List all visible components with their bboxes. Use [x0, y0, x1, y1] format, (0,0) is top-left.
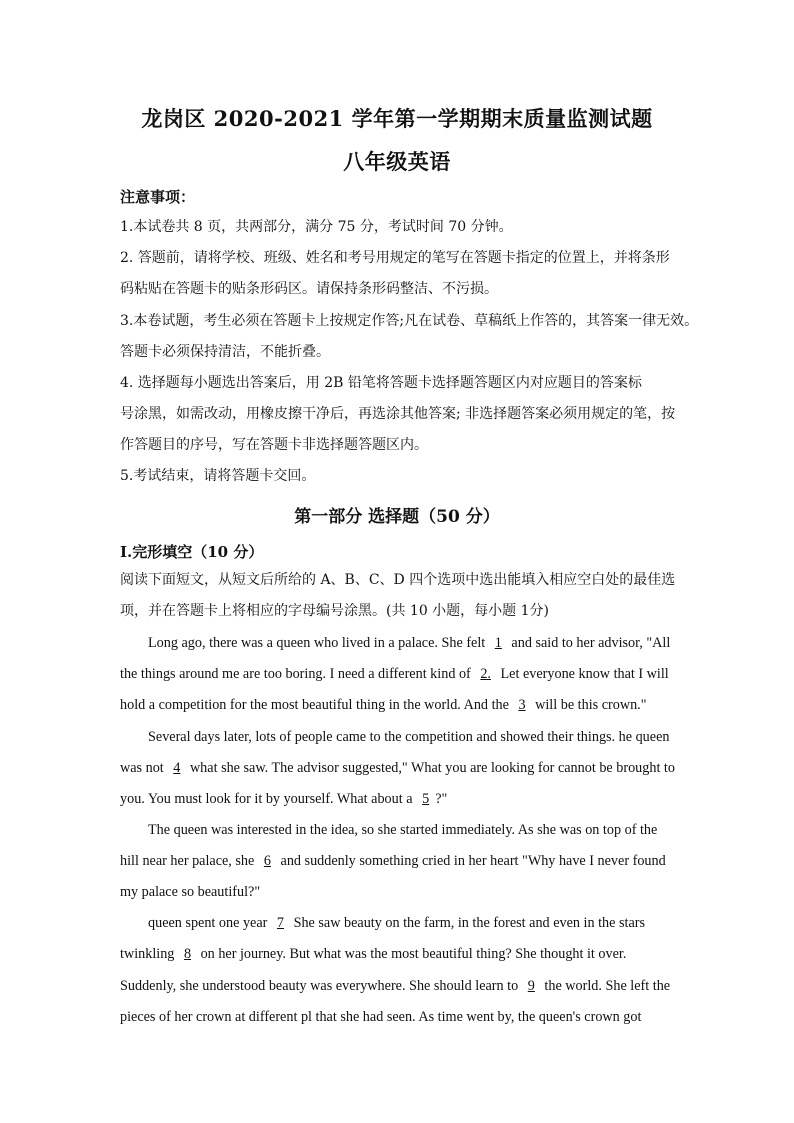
passage-text: the things around me are too boring. I need a different kind of: [120, 666, 475, 682]
passage-line: [120, 882, 676, 902]
notice-line: 答题卡必须保持清洁，不能折叠。: [120, 344, 330, 360]
passage-text: hill near her palace, she: [120, 853, 258, 869]
cloze-blank: 7: [276, 915, 285, 931]
passage-line: [120, 758, 676, 778]
section-heading: I.完形填空（10 分）: [120, 543, 264, 561]
passage-text: will be this crown.": [531, 697, 647, 713]
page-subtitle: 八年级英语: [343, 149, 451, 174]
cloze-blank: 6: [263, 853, 271, 869]
passage-text: Several days later, lots of people came to the competition and showed their things. he queen: [148, 729, 670, 745]
notice-line: 号涂黑，如需改动，用橡皮擦干净后，再选涂其他答案; 非选择题答案必须用规定的笔，按: [120, 406, 676, 422]
passage-line: [148, 820, 676, 840]
passage-line: [148, 913, 676, 933]
notice-line: 1.本试卷共 8 页，共两部分，满分 75 分，考试时间 70 分钟。: [120, 219, 513, 235]
notice-line: 5.考试结束，请将答题卡交回。: [120, 468, 316, 484]
cloze-blank: 3: [518, 697, 526, 713]
cloze-blank: 2.: [480, 666, 491, 682]
passage-line: [120, 976, 676, 996]
passage-line: [148, 727, 676, 747]
notice-line: 作答题目的序号，写在答题卡非选择题答题区内。: [120, 437, 428, 453]
cloze-blank: 9: [527, 978, 535, 994]
passage-text: twinkling: [120, 946, 178, 962]
passage-line: [120, 789, 676, 809]
passage-text: Suddenly, she understood beauty was everywhere. She should learn to: [120, 978, 522, 994]
passage-text: queen spent one year: [148, 915, 271, 931]
notice-line: 码粘贴在答题卡的贴条形码区。请保持条形码整洁、不污损。: [120, 281, 498, 297]
passage-line: [120, 664, 676, 684]
passage-text: hold a competition for the most beautiful thing in the world. And the: [120, 697, 513, 713]
notice-line: 4. 选择题每小题选出答案后，用 2B 铅笔将答题卡选择题答题区内对应题目的答案标: [120, 375, 642, 391]
cloze-blank: 8: [183, 946, 192, 962]
passage-line: [148, 633, 676, 653]
passage-text: was not: [120, 760, 168, 776]
notice-line: 2. 答题前，请将学校、班级、姓名和考号用规定的笔写在答题卡指定的位置上，并将条形: [120, 250, 670, 266]
passage-text: the world. She left the: [540, 978, 671, 994]
passage-line: [120, 695, 676, 715]
passage-text: Let everyone know that I will: [496, 666, 669, 682]
passage-text: She saw beauty on the farm, in the forest and even in the stars: [290, 915, 645, 931]
passage-text: and suddenly something cried in her heart "Why have I never found: [276, 853, 666, 869]
passage-text: on her journey. But what was the most beautiful thing? She thought it over.: [197, 946, 627, 962]
cloze-blank: 5: [422, 791, 430, 807]
passage-text: pieces of her crown at different pl that she had seen. As time went by, the queen's crown got: [120, 1009, 642, 1025]
passage-text: ?": [435, 791, 448, 807]
instruction-line: 阅读下面短文，从短文后所给的 A、B、C、D 四个选项中选出能填入相应空白处的最佳选: [120, 572, 676, 588]
part-one-title: 第一部分 选择题（50 分）: [294, 507, 500, 527]
cloze-blank: 1: [494, 635, 502, 651]
page-title: 龙岗区 2020-2021 学年第一学期期末质量监测试题: [141, 106, 653, 131]
passage-text: my palace so beautiful?": [120, 884, 261, 900]
notice-heading: 注意事项：: [120, 188, 196, 206]
instruction-line: 项，并在答题卡上将相应的字母编号涂黑。(共 10 小题，每小题 1分): [120, 603, 549, 619]
notice-line: 3.本卷试题，考生必须在答题卡上按规定作答;凡在试卷、草稿纸上作答的，其答案一律无效。: [120, 313, 699, 329]
passage-line: [120, 851, 676, 871]
passage-line: [120, 944, 676, 964]
passage-text: The queen was interested in the idea, so she started immediately. As she was on top of the: [148, 822, 658, 838]
passage-text: and said to her advisor, "All: [507, 635, 671, 651]
passage-text: you. You must look for it by yourself. What about a: [120, 791, 417, 807]
cloze-blank: 4: [173, 760, 181, 776]
passage-text: what she saw. The advisor suggested," What you are looking for cannot be brought to: [186, 760, 675, 776]
passage-text: Long ago, there was a queen who lived in a palace. She felt: [148, 635, 489, 651]
passage-line: [120, 1007, 676, 1027]
